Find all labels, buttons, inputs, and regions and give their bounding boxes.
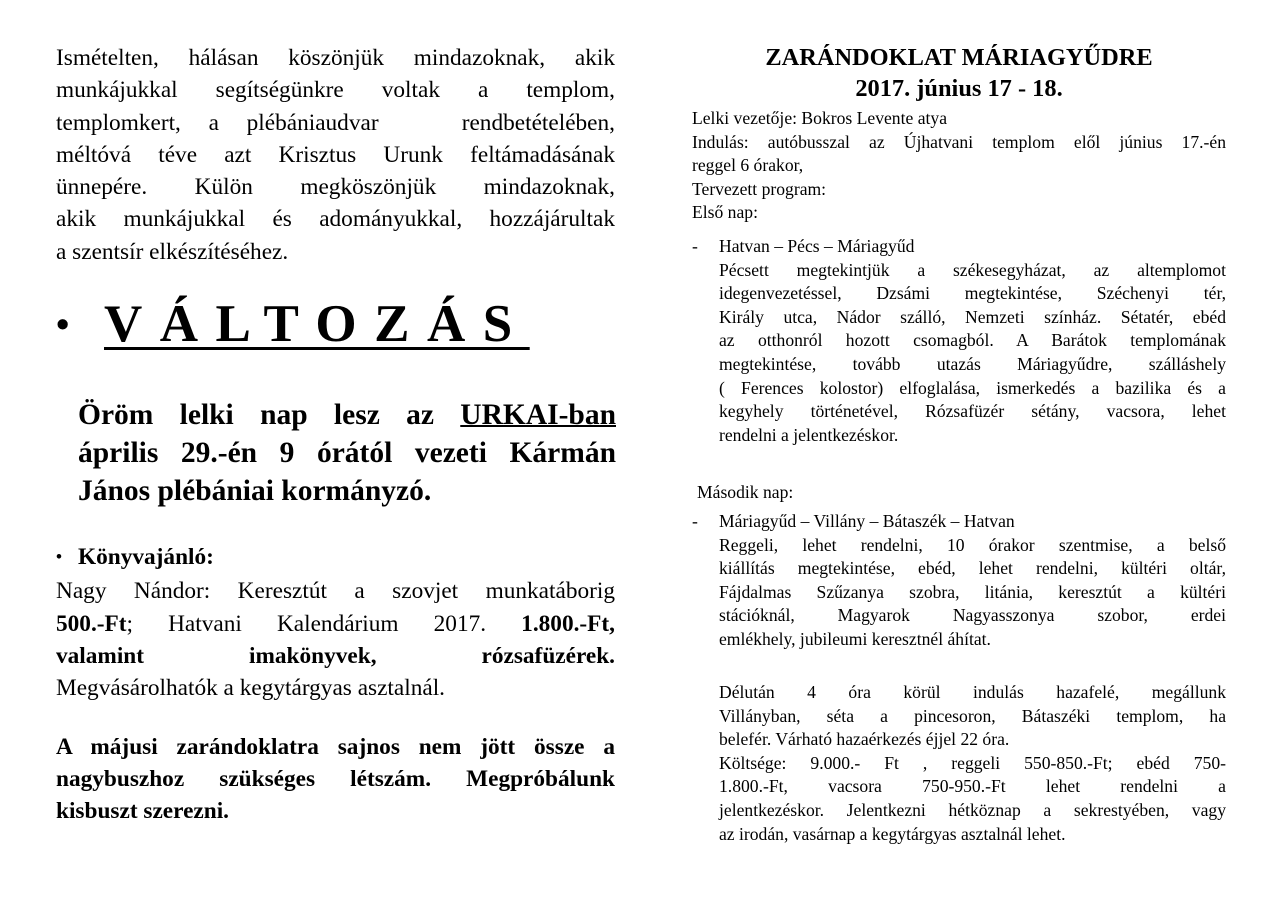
title-line: ZARÁNDOKLAT MÁRIAGYŰDRE (765, 44, 1153, 71)
text-line: munkájukkal segítségünkre voltak a templom, (56, 77, 615, 104)
day1-label: Első nap: (692, 202, 758, 223)
change-word: VÁLTOZÁS (104, 295, 530, 353)
text-line: Nagy Nándor: Keresztút a szovjet munkatáborig (56, 578, 615, 605)
text-span: Öröm lelki nap lesz az (78, 399, 461, 431)
price: 500.-Ft (56, 610, 127, 637)
return-block (719, 681, 1226, 846)
text-line (56, 608, 615, 640)
list-dash: - (692, 236, 698, 256)
bullet-icon: • (56, 303, 70, 346)
text-line: Villányban, séta a pincesoron, Bátaszéki templom, ha (719, 705, 1226, 726)
day2-route: Máriagyűd – Villány – Bátaszék – Hatvan (719, 511, 1015, 531)
planned-label: Tervezett program: (692, 178, 827, 199)
change-heading (56, 292, 615, 361)
cost-line: 1.800.-Ft, vacsora 750-950.-Ft lehet rendelni a (719, 776, 1226, 797)
day2-block (719, 510, 1226, 652)
bullet-icon: • (56, 547, 62, 566)
pilgrimage-note (56, 731, 615, 827)
cost-line: az irodán, vasárnap a kegytárgyas asztalnál lehet. (719, 823, 1066, 844)
text-line: stációknál, Magyarok Nagyasszonya szobor, erdei (719, 605, 1226, 626)
text-line: templomkert, a plébániaudvar rendbetételében, (56, 109, 615, 136)
text-line: rendelni a jelentkezéskor. (719, 424, 899, 445)
leader-line: Lelki vezetője: Bokros Levente atya (692, 108, 948, 128)
text-line: idegenvezetéssel, Dzsámi megtekintése, Széchenyi tér, (719, 283, 1226, 304)
day1-route: Hatvan – Pécs – Máriagyűd (719, 236, 915, 256)
text-line: A májusi zarándoklatra sajnos nem jött össze a (56, 734, 615, 760)
text-line: megtekintése, tovább utazás Máriagyűdre, szálláshely (719, 353, 1226, 374)
text-line: Reggeli, lehet rendelni, 10 órakor szentmise, a belső (719, 534, 1226, 555)
text-line: Ismételten, hálásan köszönjük mindazoknak, akik (56, 45, 615, 71)
day1-block (719, 235, 1226, 447)
thanks-paragraph (56, 42, 615, 268)
title-date: 2017. június 17 - 18. (855, 75, 1063, 102)
text-line: méltóvá téve azt Krisztus Urunk feltámadásának (56, 141, 615, 168)
text-line: akik munkájukkal és adományukkal, hozzájárultak (56, 206, 615, 233)
list-dash: - (692, 511, 698, 531)
text-line: János plébániai kormányzó. (78, 475, 432, 507)
retreat-announcement (78, 396, 616, 510)
text-line: Pécsett megtekintjük a székesegyházat, az altemplomot (719, 259, 1226, 280)
text-line: ( Ferences kolostor) elfoglalása, ismerkedés a bazilika és a (719, 377, 1226, 398)
text-line: Délután 4 óra körül indulás hazafelé, megállunk (719, 682, 1226, 702)
text-line: Fájdalmas Szűzanya szobra, litánia, keresztút a kültéri (719, 581, 1226, 602)
text-line: kiállítás megtekintése, ebéd, lehet rendelni, kültéri oltár, (719, 558, 1226, 579)
text-line: április 29.-én 9 órától vezeti Kármán (78, 437, 616, 469)
day2-label: Második nap: (697, 482, 794, 502)
text-line: a szentsír elkészítéséhez. (56, 238, 289, 265)
text-line: kegyhely történetével, Rózsafüzér sétány, vacsora, lehet (719, 401, 1226, 422)
text-span: ; Hatvani Kalendárium 2017. (126, 610, 522, 637)
price: 1.800.-Ft, (521, 610, 615, 637)
book-heading (56, 541, 615, 575)
text-line (78, 396, 616, 434)
cost-line: jelentkezéskor. Jelentkezni hétköznap a sekrestyében, vagy (719, 799, 1226, 820)
urkai-underlined: URKAI-ban (460, 399, 616, 431)
text-line: Megvásárolhatók a kegytárgyas asztalnál. (56, 675, 446, 702)
text-line: nagybuszhoz szükséges létszám. Megpróbálunk (56, 766, 615, 792)
pilgrimage-title (692, 42, 1226, 104)
book-heading-text: Könyvajánló: (78, 544, 214, 570)
cost-line: Költsége: 9.000.- Ft , reggeli 550-850.-Ft; ebéd 750- (719, 752, 1226, 773)
text-line: Király utca, Nádor szálló, Nemzeti színház. Sétatér, ebéd (719, 306, 1226, 327)
text-line: kisbuszt szerezni. (56, 798, 229, 824)
departure-line: Indulás: autóbusszal az Újhatvani templom elől június 17.-én (692, 131, 1226, 152)
book-recommendation (56, 541, 615, 704)
departure-line: reggel 6 órakor, (692, 155, 804, 176)
trip-info (692, 107, 1226, 225)
text-line: valamint imakönyvek, rózsafüzérek. (56, 642, 615, 669)
text-line: ünnepére. Külön megköszönjük mindazoknak, (56, 174, 615, 201)
text-line: belefér. Várható hazaérkezés éjjel 22 óra. (719, 729, 1010, 750)
day2-label-wrap (697, 481, 1231, 505)
text-line: az otthonról hozott csomagból. A Barátok templomának (719, 330, 1226, 351)
text-line: emlékhely, jubileumi keresztnél áhítat. (719, 628, 991, 649)
